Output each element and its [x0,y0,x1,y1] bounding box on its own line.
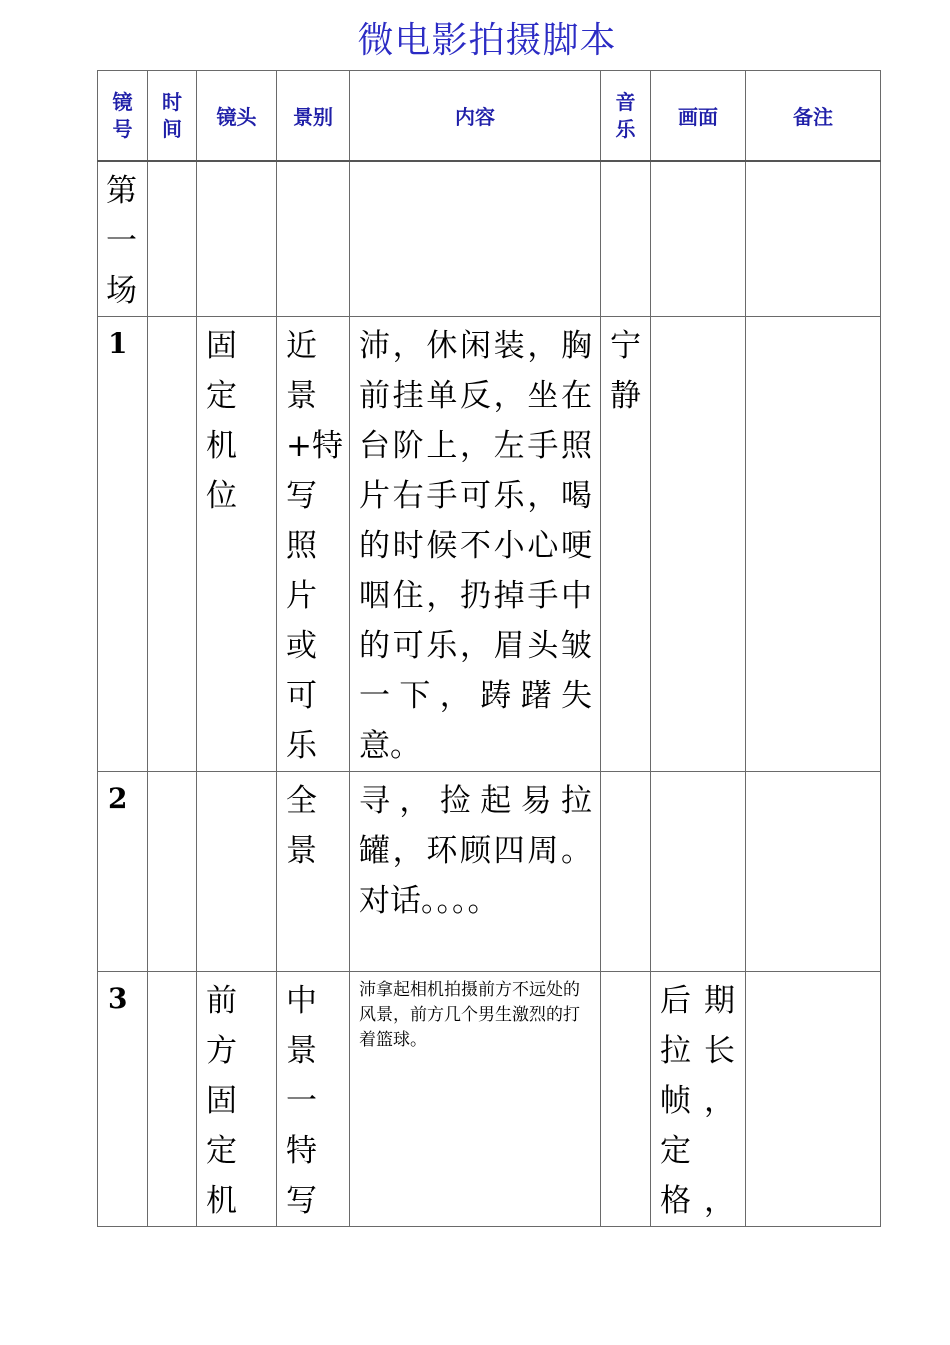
scene-label-cell [98,161,148,317]
scene-cell: 中景一特写 [277,972,350,1227]
time-cell [148,972,197,1227]
content-cell: 沛，休闲装，胸前挂单反，坐在台阶上，左手照片右手可乐，喝的时候不小心哽咽住，扔掉手中的可乐，眉头皱一下，踌躇失意。 [350,317,601,772]
content-cell: 寻，捡起易拉罐，环顾四周。对话。。。。 [350,772,601,972]
scene-cell: 全景 [277,772,350,972]
table-row [98,772,881,972]
scene-label: 第一场 [106,173,137,309]
shot-no-cell: 3 [98,972,148,1227]
picture-cell [651,772,746,972]
table-header-row [98,71,881,162]
notes-cell [746,972,881,1227]
header-shot-no: 镜号 [98,71,148,162]
header-lens: 镜头 [197,71,277,162]
picture-cell [651,317,746,772]
time-cell [148,772,197,972]
picture-cell: 后期拉长帧，定格， [651,972,746,1227]
notes-cell [746,317,881,772]
scene-row [98,161,881,317]
lens-cell: 前方固定机 [197,972,277,1227]
time-cell [148,317,197,772]
music-cell [601,772,651,972]
music-cell: 宁静 [601,317,651,772]
header-time: 时间 [148,71,197,162]
header-content: 内容 [350,71,601,162]
shooting-script-table [97,70,881,1227]
document-title: 微电影拍摄脚本 [357,20,617,61]
music-cell [601,972,651,1227]
notes-cell [746,772,881,972]
shot-no-cell: 1 [98,317,148,772]
lens-cell [197,772,277,972]
scene-cell: 近景+特写照片或可乐 [277,317,350,772]
lens-cell: 固定机位 [197,317,277,772]
header-scene: 景别 [277,71,350,162]
header-notes: 备注 [746,71,881,162]
table-row [98,972,881,1227]
shot-no-cell: 2 [98,772,148,972]
content-cell: 沛拿起相机拍摄前方不远处的风景，前方几个男生激烈的打着篮球。 [350,972,601,1227]
header-music: 音乐 [601,71,651,162]
header-picture: 画面 [651,71,746,162]
table-row [98,317,881,772]
